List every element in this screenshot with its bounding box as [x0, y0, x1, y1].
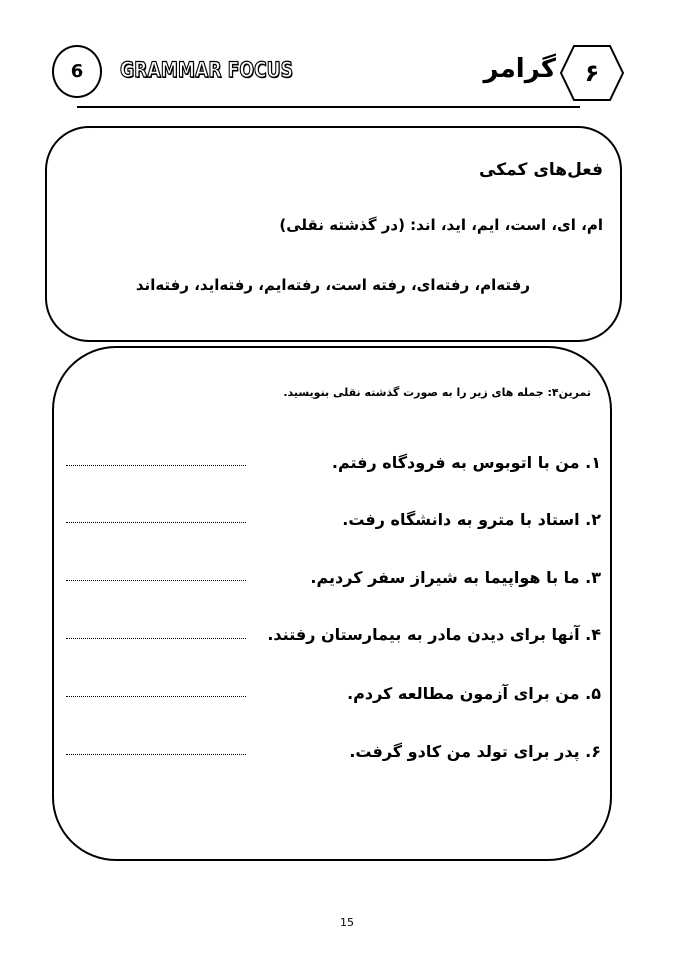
answer-line[interactable]: [66, 696, 246, 697]
auxiliary-verbs-box: [45, 126, 622, 342]
answer-line[interactable]: [66, 465, 246, 466]
header-divider: [77, 106, 580, 108]
auxiliary-verbs-forms: ام، ای، است، ایم، اید، اند: (در گذشته نقلی): [279, 216, 603, 234]
answer-line[interactable]: [66, 754, 246, 755]
auxiliary-verbs-example: رفته‌ام، رفته‌ای، رفته است، رفته‌ایم، رفته‌اید، رفته‌اند: [135, 276, 530, 294]
answer-line[interactable]: [66, 522, 246, 523]
lesson-number-circle: [52, 45, 102, 98]
page-number: 15: [340, 916, 354, 929]
english-title: GRAMMAR FOCUS: [120, 58, 294, 82]
lesson-number: 6: [70, 61, 84, 82]
hexagon-number: ۶: [584, 59, 600, 87]
exercise-sentence: ۶. پدر برای تولد من کادو گرفت.: [349, 742, 601, 761]
exercise-sentence: ۲. استاد با مترو به دانشگاه رفت.: [342, 510, 601, 529]
persian-title: گرامر: [483, 54, 556, 84]
exercise-sentence: ۱. من با اتوبوس به فرودگاه رفتم.: [331, 453, 601, 472]
exercise-sentence: ۵. من برای آزمون مطالعه کردم.: [347, 684, 601, 703]
exercise-instruction: تمرین۴: جمله های زیر را به صورت گذشته نقلی بنویسید.: [283, 386, 591, 399]
exercise-sentence: ۴. آنها برای دیدن مادر به بیمارستان رفتند.: [267, 625, 601, 644]
auxiliary-verbs-title: فعل‌های کمکی: [479, 160, 603, 180]
answer-line[interactable]: [66, 638, 246, 639]
exercise-box: [52, 346, 612, 861]
exercise-sentence: ۳. ما با هواپیما به شیراز سفر کردیم.: [310, 568, 601, 587]
answer-line[interactable]: [66, 580, 246, 581]
